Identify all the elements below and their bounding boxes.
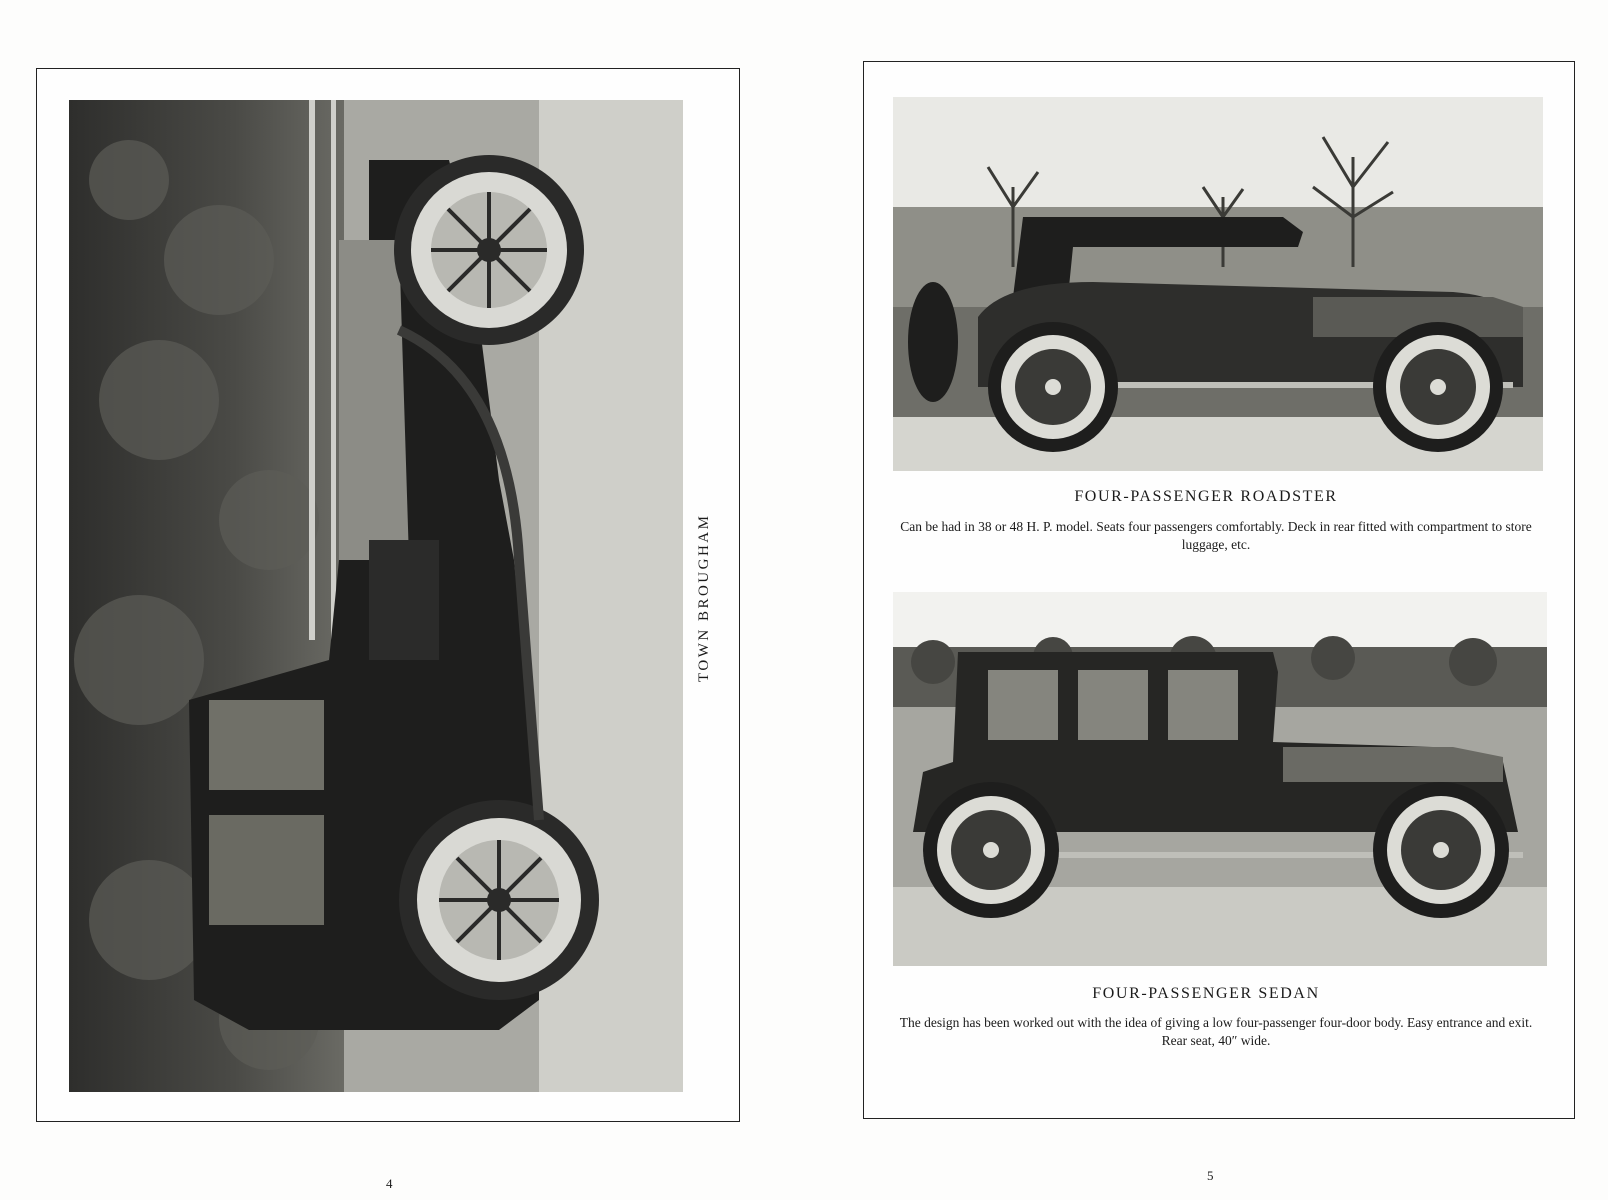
town-brougham-photo: [69, 100, 683, 1092]
roadster-photo: [893, 97, 1543, 471]
page-number-left: 4: [386, 1176, 393, 1191]
right-page: [804, 0, 1608, 1200]
roadster-description: Can be had in 38 or 48 H. P. model. Seats four passengers comfortably. Deck in rear fitted with compartment to store luggage, etc.: [900, 519, 1532, 552]
sedan-description: The design has been worked out with the idea of giving a low four-passenger four-door body. Easy entrance and exit. Rear seat, 40″ wide.: [899, 1015, 1533, 1048]
sedan-title: FOUR-PASSENGER SEDAN: [1092, 985, 1320, 1002]
page-number-right: 5: [1207, 1168, 1214, 1183]
caption-text: TOWN BROUGHAM: [696, 513, 712, 682]
sedan-photo: [893, 592, 1547, 966]
roadster-title: FOUR-PASSENGER ROADSTER: [1074, 488, 1338, 505]
